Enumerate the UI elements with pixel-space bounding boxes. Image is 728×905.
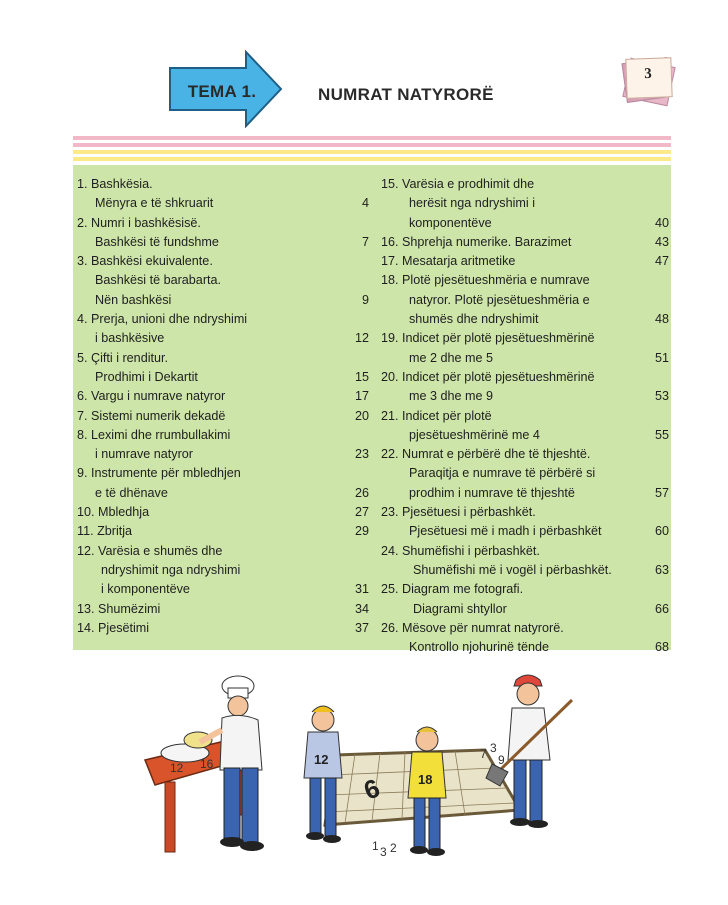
toc-entry: [381, 426, 669, 445]
toc-entry-page: 47: [654, 254, 669, 269]
toc-entry: [381, 252, 669, 271]
toc-entry-page: 27: [354, 505, 369, 520]
toc-entry-title: 8. Leximi dhe rrumbullakimi: [77, 427, 231, 442]
toc-entry-title: 11. Zbritja: [77, 524, 133, 539]
toc-entry: [77, 580, 369, 599]
toc-entry-page: 20: [354, 408, 369, 423]
toc-entry: [77, 503, 369, 522]
toc-entry: [381, 387, 669, 406]
toc-entry: [77, 175, 369, 194]
toc-entry: [77, 561, 369, 580]
toc-entry-page: 7: [361, 234, 369, 249]
toc-entry-page: 34: [354, 601, 369, 616]
toc-entry-title: ndryshimit nga ndryshimi: [101, 562, 241, 577]
toc-entry-title: Prodhimi i Dekartit: [95, 369, 198, 384]
toc-entry: [77, 310, 369, 329]
page-badge: [618, 52, 678, 104]
toc-entry-title: Paraqitja e numrave të përbërë si: [409, 466, 596, 481]
theme-label: TEMA 1.: [187, 82, 257, 101]
toc-entry-title: 2. Numri i bashkësisë.: [77, 215, 201, 230]
toc-entry-page: 17: [354, 389, 369, 404]
toc-entry-title: me 3 dhe me 9: [409, 389, 494, 404]
toc-entry-page: 40: [654, 215, 669, 230]
toc-entry-page: 4: [361, 196, 369, 211]
toc-entry: [381, 638, 669, 657]
toc-entry: [381, 407, 669, 426]
toc-entry: [381, 310, 669, 329]
toc-entry: [77, 522, 369, 541]
toc-entry-page: 37: [354, 620, 369, 635]
toc-right-column: [381, 175, 669, 657]
toc-entry: [77, 194, 369, 213]
toc-entry-page: 60: [654, 524, 669, 539]
toc-entry: [381, 194, 669, 213]
toc-entry: [381, 214, 669, 233]
toc-entry-title: Pjesëtuesi më i madh i përbashkët: [409, 524, 602, 539]
toc-entry-title: Shumëfishi më i vogël i përbashkët.: [413, 562, 612, 577]
toc-entry-title: 20. Indicet për plotë pjesëtueshmërinë: [381, 369, 595, 384]
toc-entry-title: 5. Çifti i renditur.: [77, 350, 168, 365]
toc-entry-title: me 2 dhe me 5: [409, 350, 494, 365]
toc-entry: [77, 387, 369, 406]
toc-entry-title: Diagrami shtyllor: [413, 601, 507, 616]
toc-entry: [77, 464, 369, 483]
toc-entry-page: 68: [654, 640, 669, 655]
toc-entry: [381, 329, 669, 348]
svg-text:2: 2: [390, 841, 397, 855]
svg-text:3: 3: [490, 741, 497, 755]
toc-entry-page: 31: [354, 582, 369, 597]
toc-entry-title: pjesëtueshmërinë me 4: [409, 427, 540, 442]
toc-entry: [77, 214, 369, 233]
toc-entry-page: 23: [354, 447, 369, 462]
toc-entry: [381, 349, 669, 368]
toc-entry: [381, 233, 669, 252]
svg-text:7: 7: [480, 747, 487, 761]
toc-entry-page: 15: [354, 369, 369, 384]
toc-entry-title: 26. Mësove për numrat natyrorë.: [381, 620, 564, 635]
svg-text:12: 12: [170, 761, 184, 775]
toc-entry-title: 12. Varësia e shumës dhe: [77, 543, 223, 558]
toc-left-column: [77, 175, 369, 638]
toc-entry-title: 22. Numrat e përbërë dhe të thjeshtë.: [381, 447, 591, 462]
toc-entry: [77, 407, 369, 426]
toc-entry: [381, 542, 669, 561]
toc-entry: [381, 175, 669, 194]
toc-entry-title: 1. Bashkësia.: [77, 177, 153, 191]
svg-text:3: 3: [380, 845, 387, 859]
toc-entry-title: i komponentëve: [101, 582, 190, 597]
toc-entry-page: 63: [654, 562, 669, 577]
toc-entry: [77, 600, 369, 619]
toc-entry: [77, 426, 369, 445]
toc-entry-title: i numrave natyror: [95, 447, 193, 462]
toc-entry: [381, 291, 669, 310]
toc-entry: [381, 561, 669, 580]
toc-entry: [77, 619, 369, 638]
toc-entry-title: 13. Shumëzimi: [77, 601, 161, 616]
toc-entry-page: 55: [654, 427, 669, 442]
toc-entry: [381, 580, 669, 599]
toc-entry-title: herësit nga ndryshimi i: [409, 196, 535, 211]
toc-entry-title: natyror. Plotë pjesëtueshmëria e: [409, 292, 590, 307]
toc-entry-page: 53: [654, 389, 669, 404]
toc-entry-title: 15. Varësia e prodhimit dhe: [381, 177, 535, 191]
toc-entry: [381, 445, 669, 464]
toc-entry: [77, 329, 369, 348]
toc-entry-title: 25. Diagram me fotografi.: [381, 582, 524, 597]
toc-entry-title: 18. Plotë pjesëtueshmëria e numrave: [381, 273, 590, 288]
cartoon-illustration: [140, 660, 610, 885]
toc-entry: [77, 445, 369, 464]
toc-entry-title: 19. Indicet për plotë pjesëtueshmërinë: [381, 331, 595, 346]
toc-entry-title: 23. Pjesëtuesi i përbashkët.: [381, 505, 536, 520]
toc-entry-title: shumës dhe ndryshimit: [409, 312, 539, 327]
toc-entry: [77, 349, 369, 368]
toc-entry-title: 4. Prerja, unioni dhe ndryshimi: [77, 312, 248, 327]
toc-entry-title: 9. Instrumente për mbledhjen: [77, 466, 241, 481]
toc-entry-title: 14. Pjesëtimi: [77, 620, 150, 635]
toc-entry-title: Mënyra e të shkruarit: [95, 196, 214, 211]
toc-entry-page: 57: [654, 485, 669, 500]
chapter-title: NUMRAT NATYRORË: [318, 85, 494, 104]
shirt-label-left: 12: [314, 752, 329, 767]
toc-entry: [381, 600, 669, 619]
svg-text:9: 9: [498, 753, 505, 767]
toc-entry: [381, 484, 669, 503]
toc-entry: [381, 464, 669, 483]
toc-entry: [381, 368, 669, 387]
toc-entry-title: Nën bashkësi: [95, 292, 172, 307]
toc-entry: [77, 542, 369, 561]
toc-entry: [77, 233, 369, 252]
toc-entry-page: 48: [654, 312, 669, 327]
toc-entry: [77, 368, 369, 387]
svg-text:16: 16: [200, 757, 214, 771]
toc-entry-title: 16. Shprehja numerike. Barazimet: [381, 234, 572, 249]
toc-entry-page: 51: [654, 350, 669, 365]
toc-entry-page: 12: [354, 331, 369, 346]
toc-entry-title: Bashkësi të fundshme: [95, 234, 219, 249]
toc-entry-page: 29: [354, 524, 369, 539]
toc-entry-title: 24. Shumëfishi i përbashkët.: [381, 543, 540, 558]
toc-entry-title: 7. Sistemi numerik dekadë: [77, 408, 226, 423]
toc-entry-page: 26: [354, 485, 369, 500]
toc-entry: [381, 619, 669, 638]
stripe-yellow-2: [73, 157, 671, 161]
table-of-contents: [73, 165, 671, 655]
toc-entry-page: 66: [654, 601, 669, 616]
toc-entry-title: 21. Indicet për plotë: [381, 408, 492, 423]
toc-entry: [381, 271, 669, 290]
toc-entry-page: 43: [654, 234, 669, 249]
toc-entry-title: e të dhënave: [95, 485, 168, 500]
shirt-label-right: 18: [418, 772, 433, 787]
toc-entry-title: Kontrollo njohurinë tënde: [409, 640, 550, 655]
boy-yellow-shirt-icon: [408, 727, 446, 856]
toc-entry-title: i bashkësive: [95, 331, 165, 346]
toc-entry-title: Bashkësi të barabarta.: [95, 273, 222, 288]
toc-entry-title: komponentëve: [409, 215, 492, 230]
toc-entry: [77, 291, 369, 310]
page-number: 3: [643, 65, 653, 83]
svg-text:6: 6: [359, 772, 384, 806]
toc-entry-title: prodhim i numrave të thjeshtë: [409, 485, 575, 500]
toc-entry: [77, 484, 369, 503]
toc-entry-title: 17. Mesatarja aritmetike: [381, 254, 516, 269]
toc-entry-title: 6. Vargu i numrave natyror: [77, 389, 226, 404]
toc-entry-title: 10. Mbledhja: [77, 505, 150, 520]
toc-entry: [381, 503, 669, 522]
decorative-stripes: [73, 136, 671, 161]
svg-text:1: 1: [372, 839, 379, 853]
toc-entry: [77, 252, 369, 271]
toc-entry-page: 9: [361, 292, 369, 307]
boy-with-sieve-icon: [304, 706, 342, 843]
toc-entry: [381, 522, 669, 541]
toc-entry-title: 3. Bashkësi ekuivalente.: [77, 254, 213, 269]
toc-entry: [77, 271, 369, 290]
